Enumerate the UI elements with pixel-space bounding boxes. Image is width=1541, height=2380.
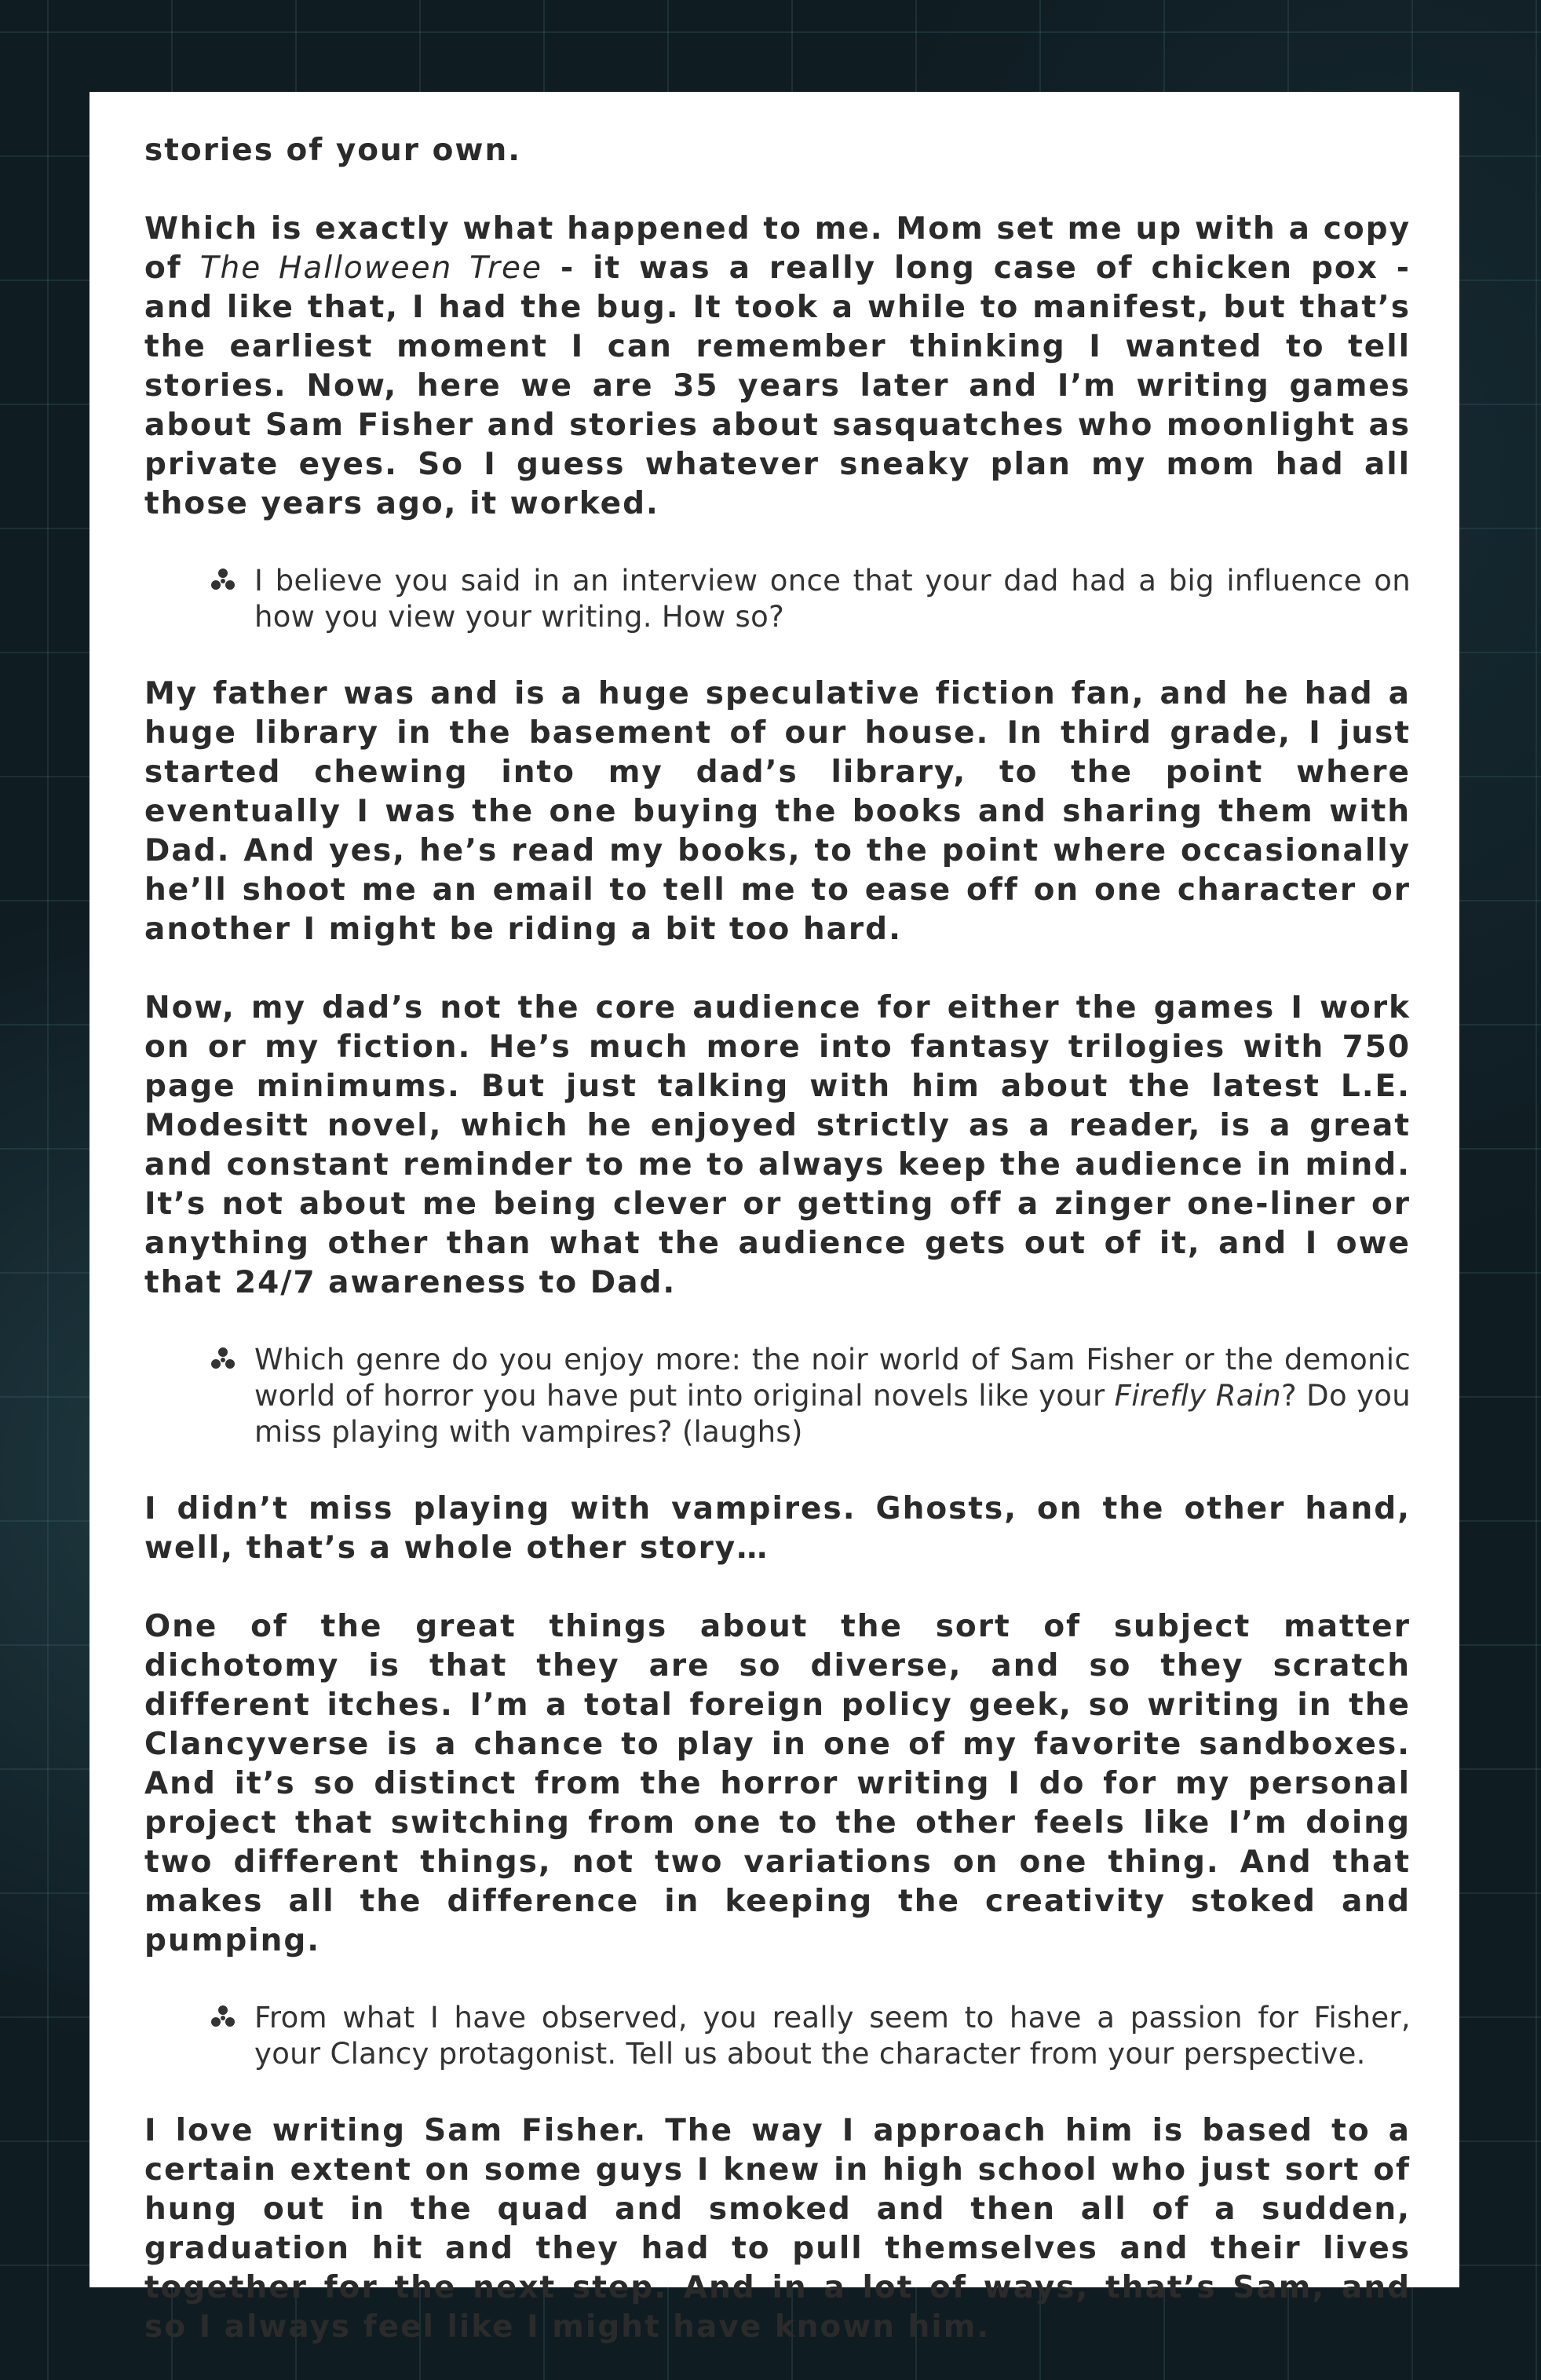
trefoil-bullet-icon xyxy=(209,566,237,594)
document-page xyxy=(89,92,1459,2345)
trefoil-bullet-icon xyxy=(209,1345,237,1373)
novel-title: Firefly Rain xyxy=(1114,1379,1282,1413)
book-title: The Halloween Tree xyxy=(199,250,542,286)
answer-paragraph: Now, my dad’s not the core audience for either the games I work on or my fiction. He’s much more into fantasy trilogies with 750 page minimums. But just talking with him about the latest L.E. Modesitt novel, which he enjoyed strictly as a reader, is a great and constant reminder to me to always keep the audience in mind. It’s not about me being clever or getting off a zinger one-liner or anything other than what the audience gets out of it, and I owe that 24/7 awareness to Dad. xyxy=(144,990,1411,1300)
trefoil-bullet-icon xyxy=(209,2003,237,2031)
answer-paragraph: My father was and is a huge speculative fiction fan, and he had a huge library in the basement of our house. In third grade, I just started chewing into my dad’s library, to the point where eventually I was the one buying the books and sharing them with Dad. And yes, he’s read my books, to the point where occasionally he’ll shoot me an email to tell me to ease off on one character or another I might be riding a bit too hard. xyxy=(144,676,1411,947)
answer-paragraph: I love writing Sam Fisher. The way I approach him is based to a certain extent on some guys I knew in high school who just sort of hung out in the quad and smoked and then all of a sudden, graduation hit and they had to pull themselves and their lives together for the next step. And in a lot of ways, that’s Sam, and so I always feel like I might have known him. xyxy=(144,2113,1411,2345)
answer-paragraph: One of the great things about the sort of subject matter dichotomy is that they are so diverse, and so they scratch different itches. I’m a total foreign policy geek, so writing in the Clancyverse is a chance to play in one of my favorite sandboxes. And it’s so distinct from the horror writing I do for my personal project that switching from one to the other feels like I’m doing two different things, not two variations on one thing. And that makes all the difference in keeping the creativity stoked and pumping. xyxy=(144,1609,1411,1958)
answer-paragraph: I didn’t miss playing with vampires. Ghosts, on the other hand, well, that’s a whole other story… xyxy=(144,1491,1411,1566)
interview-question: From what I have observed, you really seem to have a passion for Fisher, your Clancy protagonist. Tell us about the character from your perspective. xyxy=(144,2000,1411,2072)
answer-paragraph: stories of your own. xyxy=(144,133,522,168)
interview-question: I believe you said in an interview once that your dad had a big influence on how you view your writing. How so? xyxy=(144,563,1411,635)
answer-paragraph: Which is exactly what happened to me. Mom set me up with a copy of The Halloween Tree - it was a really long case of chicken pox - and like that, I had the bug. It took a while to manifest, but that’s the earliest moment I can remember thinking I wanted to tell stories. Now, here we are 35 years later and I’m writing games about Sam Fisher and stories about sasquatches who moonlight as private eyes. So I guess whatever sneaky plan my mom had all those years ago, it worked. xyxy=(144,211,1411,521)
interview-question: Which genre do you enjoy more: the noir world of Sam Fisher or the demonic world of horror you have put into original novels like your Firefly Rain? Do you miss playing with vampires? (laughs) xyxy=(144,1342,1411,1450)
